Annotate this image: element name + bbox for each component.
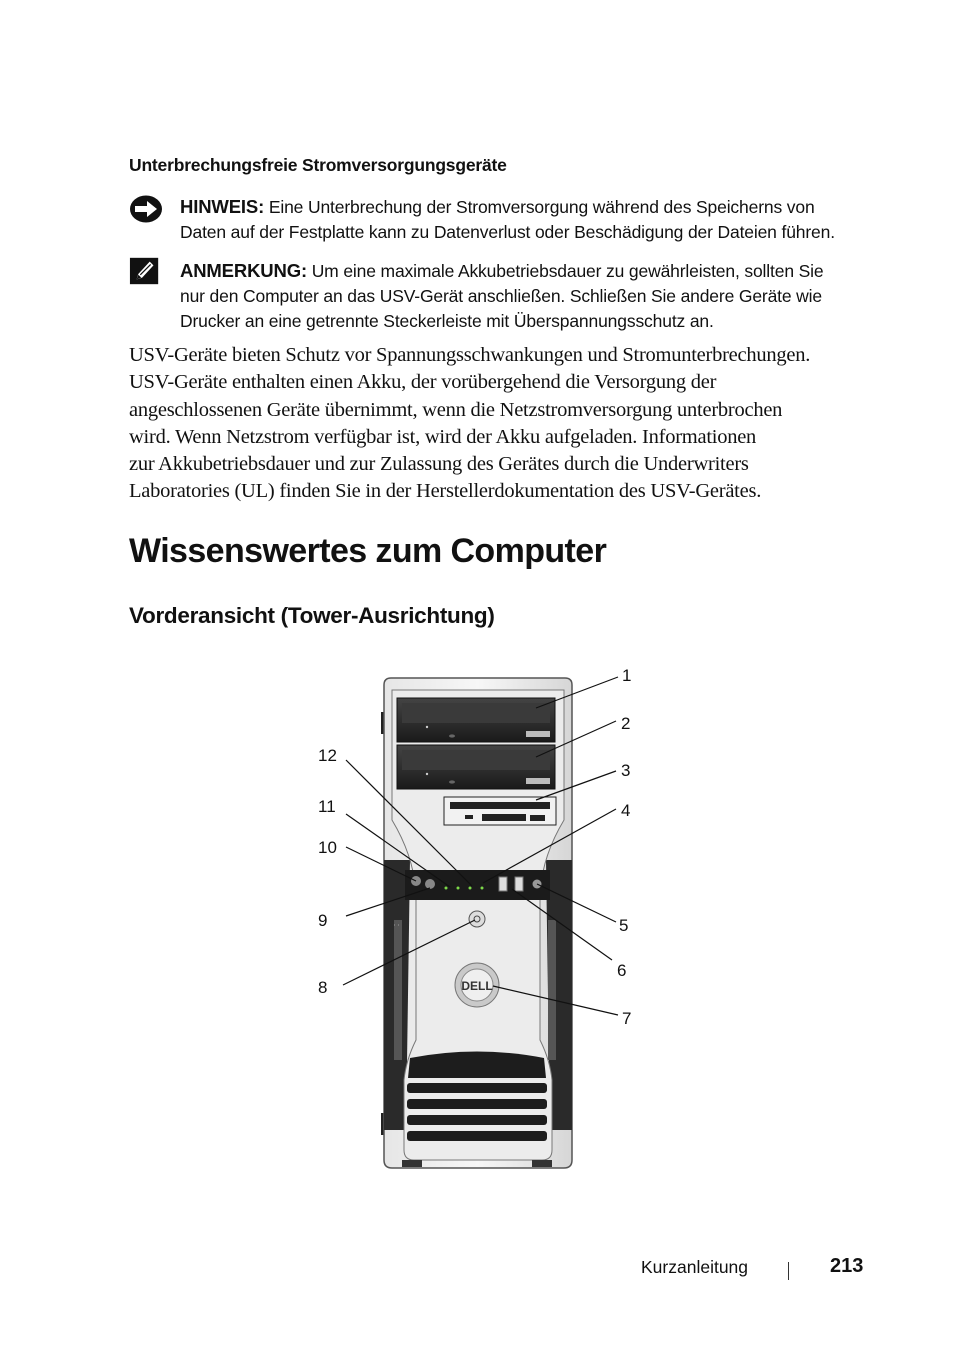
callout-4: 4 — [621, 801, 631, 820]
callout-9: 9 — [318, 911, 328, 930]
note-text — [180, 258, 823, 334]
usb-port-2 — [515, 877, 523, 891]
callout-1: 1 — [622, 666, 632, 685]
paragraph-line: Laboratories (UL) finden Sie in der Herstellerdokumentation des USV-Gerätes. — [129, 480, 762, 503]
body-paragraph — [129, 342, 864, 506]
callout-11: 11 — [318, 797, 336, 816]
callout-10: 10 — [318, 838, 337, 857]
page-number: 213 — [830, 1255, 864, 1277]
microphone-connector — [425, 879, 435, 889]
optical-drive-1 — [397, 698, 555, 742]
dell-badge — [455, 963, 499, 1007]
callout-2: 2 — [621, 714, 631, 733]
paragraph-line: USV-Geräte bieten Schutz vor Spannungsschwankungen und Stromunterbrechungen. — [129, 344, 811, 366]
note-box — [129, 256, 864, 336]
section-title: Unterbrechungsfreie Stromversorgungsgeräte — [129, 155, 507, 175]
right-vents — [548, 920, 556, 1060]
tower-front-view-figure — [300, 655, 660, 1180]
note-label: ANMERKUNG: — [180, 260, 307, 281]
left-vents — [394, 920, 402, 1060]
paragraph-line: angeschlossenen Geräte übernimmt, wenn die Netzstromversorgung unterbrochen — [129, 398, 783, 421]
paragraph-line: USV-Geräte enthalten einen Akku, der vorübergehend die Versorgung der — [129, 371, 717, 394]
control-panel — [405, 870, 550, 900]
notice-line1: Eine Unterbrechung der Stromversorgung während des Speicherns von — [268, 197, 815, 217]
usb-port-1 — [499, 877, 507, 891]
footer-separator — [788, 1262, 789, 1280]
note-line2: nur den Computer an das USV-Gerät anschließen. Schließen Sie andere Geräte wie — [180, 286, 822, 306]
callout-5: 5 — [619, 916, 629, 935]
optical-drive-2 — [397, 745, 555, 789]
chapter-title: Wissenswertes zum Computer — [129, 532, 607, 570]
paragraph-line: zur Akkubetriebsdauer und zur Zulassung des Gerätes durch die Underwriters — [129, 453, 749, 476]
notice-icon — [129, 194, 163, 224]
notice-label: HINWEIS: — [180, 196, 265, 217]
floppy-drive — [444, 797, 556, 825]
callout-8: 8 — [318, 978, 328, 997]
foot-left — [402, 1160, 422, 1167]
callout-12: 12 — [318, 746, 337, 765]
notice-line2: Daten auf der Festplatte kann zu Datenverlust oder Beschädigung der Dateien führen. — [180, 222, 835, 242]
paragraph-line: wird. Wenn Netzstrom verfügbar ist, wird der Akku aufgeladen. Informationen — [129, 425, 757, 448]
callout-7: 7 — [622, 1009, 632, 1028]
callout-3: 3 — [621, 761, 631, 780]
pencil-note-icon — [129, 256, 161, 286]
notice-box — [129, 192, 864, 252]
callout-6: 6 — [617, 961, 627, 980]
foot-right — [532, 1160, 552, 1167]
section-subtitle: Vorderansicht (Tower-Ausrichtung) — [129, 603, 495, 628]
footer-label: Kurzanleitung — [641, 1257, 749, 1277]
dell-logo-text: DELL — [461, 979, 493, 993]
note-line1: Um eine maximale Akkubetriebsdauer zu gewährleisten, sollten Sie — [311, 261, 824, 281]
note-line3: Drucker an eine getrennte Steckerleiste mit Überspannungsschutz an. — [180, 311, 714, 331]
notice-text — [180, 194, 835, 245]
power-button — [469, 911, 485, 927]
